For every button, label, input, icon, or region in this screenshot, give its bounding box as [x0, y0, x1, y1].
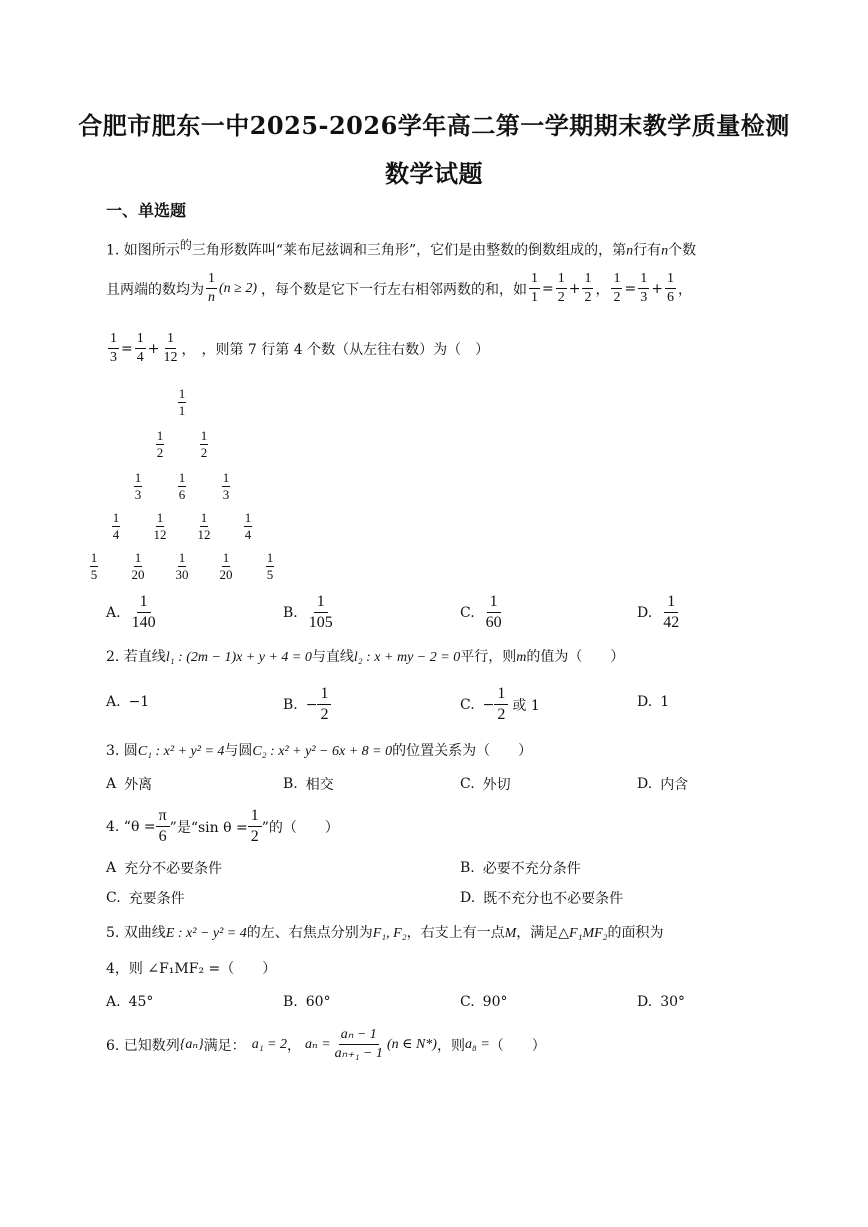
eq2-f3: $\frac{1}{6}$	[666, 271, 674, 305]
q5-option-b[interactable]: B. 60°	[283, 994, 331, 1010]
q1-frac-1n: $\frac{1}{n}$	[208, 271, 215, 305]
triangle-cell-r4-c2: $\frac{1}{12}$	[153, 510, 167, 542]
triangle-cell-r2-c2: $\frac{1}{2}$	[200, 428, 208, 460]
q4-option-c[interactable]: C. 充要条件	[106, 890, 185, 907]
q4-option-a[interactable]: A 充分不必要条件	[106, 860, 223, 877]
triangle-cell-r5-c4: $\frac{1}{20}$	[219, 550, 233, 582]
q1-var-n: n	[626, 243, 634, 259]
q1-line3: $\frac{1}{3}$ = $\frac{1}{4}$ + $\frac{1}{12}$ ， ，则第 7 行第 4 个数（从左往右数）为（ ）	[110, 331, 490, 365]
q2-option-a[interactable]: A. −1	[106, 694, 150, 710]
exam-title: 合肥市肥东一中2025-2026学年高二第一学期期末教学质量检测	[78, 111, 790, 140]
triangle-cell-r1-c1: $\frac{1}{1}$	[178, 386, 186, 418]
exam-subtitle: 数学试题	[385, 159, 483, 188]
q1-var-n2: n	[661, 243, 669, 259]
triangle-cell-r4-c3: $\frac{1}{12}$	[197, 510, 211, 542]
option-label: C.	[460, 604, 475, 621]
q2-stem: 2. 若直线l₁ : (2m − 1)x + y + 4 = 0与直线l₂ : x + my − 2 = 0平行，则m的值为（ ）	[106, 649, 625, 665]
q2-option-c[interactable]: C. − $\frac{1}{2}$ 或 1	[460, 685, 540, 723]
triangle-cell-r3-c3: $\frac{1}{3}$	[222, 470, 230, 502]
q1-option-b[interactable]	[283, 592, 336, 633]
option-frac: $\frac{1}{60}$	[485, 593, 502, 631]
q1-text-d: 个数	[668, 242, 697, 259]
eq3-f2: $\frac{1}{4}$	[136, 331, 144, 365]
triangle-cell-r5-c5: $\frac{1}{5}$	[266, 550, 274, 582]
q5-line1: 5. 双曲线E : x² − y² = 4的左、右焦点分别为F₁, F₂，右支上有一点M，满足△F₁MF₂的面积为	[106, 925, 664, 941]
eq2-f2: $\frac{1}{3}$	[640, 271, 648, 305]
triangle-cell-r3-c1: $\frac{1}{3}$	[134, 470, 142, 502]
q2-line1-eq: l₁ : (2m − 1)x + y + 4 = 0	[165, 650, 312, 665]
option-label: D.	[637, 604, 653, 621]
triangle-cell-r5-c1: $\frac{1}{5}$	[90, 550, 98, 582]
option-label: B.	[283, 604, 298, 621]
q1-line2: 且两端的数均为 $\frac{1}{n}$ (n ≥ 2) ，每个数是它下一行左右相邻两数的和，如 $\frac{1}{1}$ = $\frac{1}{2}$ + $\frac{1}{2}$ ， $\frac{1}{2}$ = $\frac{1}{3}$ + $\frac{1}{6}$ ，	[106, 271, 692, 305]
q1-text-g: ，则第 7 行第 4 个数（从左往右数）为（ ）	[201, 341, 490, 358]
eq1-f2: $\frac{1}{2}$	[557, 271, 565, 305]
triangle-cell-r5-c3: $\frac{1}{30}$	[175, 550, 189, 582]
q6-stem: 6. 已知数列 {aₙ} 满足： a₁ = 2 ， aₙ = $\frac{\text{aₙ − 1}}{\text{aₙ₊₁ − 1}}$ (n ∈ N*) ，则 a₈ = （ ）	[106, 1027, 546, 1061]
q1-option-c[interactable]	[460, 592, 505, 633]
q1-line1	[106, 236, 696, 260]
triangle-cell-r3-c2: $\frac{1}{6}$	[178, 470, 186, 502]
q1-condition: (n ≥ 2)	[219, 280, 258, 296]
q4-option-d[interactable]: D. 既不充分也不必要条件	[460, 890, 624, 907]
section-heading: 一、单选题	[106, 201, 187, 220]
q1-text-e: 且两端的数均为	[106, 281, 204, 298]
eq3-f1: $\frac{1}{3}$	[110, 331, 117, 365]
q1-option-a[interactable]	[106, 592, 159, 633]
option-frac: $\frac{1}{42}$	[663, 593, 680, 631]
q4-stem: 4. “θ = $\frac{\pi}{6}$ ”是“sin θ = $\frac{1}{2}$ ”的（ ）	[106, 807, 339, 845]
q5-option-d[interactable]: D. 30°	[637, 994, 686, 1010]
q1-text-a: 1. 如图所示	[106, 242, 180, 259]
eq3-f3: $\frac{1}{12}$	[163, 331, 178, 365]
option-label: A.	[106, 604, 121, 621]
q2-option-b[interactable]: B. − $\frac{1}{2}$	[283, 684, 331, 725]
triangle-cell-r4-c1: $\frac{1}{4}$	[112, 510, 120, 542]
q1-text-c: 行有	[633, 242, 662, 259]
q3-option-c[interactable]: C. 外切	[460, 776, 511, 793]
q5-option-c[interactable]: C. 90°	[460, 994, 508, 1010]
triangle-cell-r5-c2: $\frac{1}{20}$	[131, 550, 145, 582]
q3-option-a[interactable]: A 外离	[106, 776, 153, 793]
q1-option-d[interactable]	[637, 592, 682, 633]
triangle-cell-r2-c1: $\frac{1}{2}$	[156, 428, 164, 460]
q3-option-b[interactable]: B. 相交	[283, 776, 334, 793]
q5-line2: 4，则 ∠F₁MF₂ =（ ）	[106, 961, 277, 977]
q4-option-b[interactable]: B. 必要不充分条件	[460, 860, 581, 877]
triangle-cell-r4-c4: $\frac{1}{4}$	[244, 510, 252, 542]
q3-option-d[interactable]: D. 内含	[637, 776, 689, 793]
q5-option-a[interactable]: A. 45°	[106, 994, 154, 1010]
q2-line2-eq: l₂ : x + my − 2 = 0	[353, 650, 461, 665]
option-frac: $\frac{1}{105}$	[308, 593, 333, 631]
eq2-f1: $\frac{1}{2}$	[613, 271, 621, 305]
q1-text-b: 三角形数阵叫“莱布尼兹调和三角形”，它们是由整数的倒数组成的，第	[191, 242, 627, 259]
q3-stem: 3. 圆C₁ : x² + y² = 4与圆C₂ : x² + y² − 6x + 8 = 0的位置关系为（ ）	[106, 743, 533, 759]
eq1-f3: $\frac{1}{2}$	[584, 271, 592, 305]
q1-text-de: 的	[179, 238, 192, 252]
option-frac: $\frac{1}{140}$	[131, 593, 156, 631]
q2-option-d[interactable]: D. 1	[637, 694, 670, 710]
eq1-f1: $\frac{1}{1}$	[531, 271, 539, 305]
q1-text-f: ，每个数是它下一行左右相邻两数的和，如	[261, 281, 528, 298]
